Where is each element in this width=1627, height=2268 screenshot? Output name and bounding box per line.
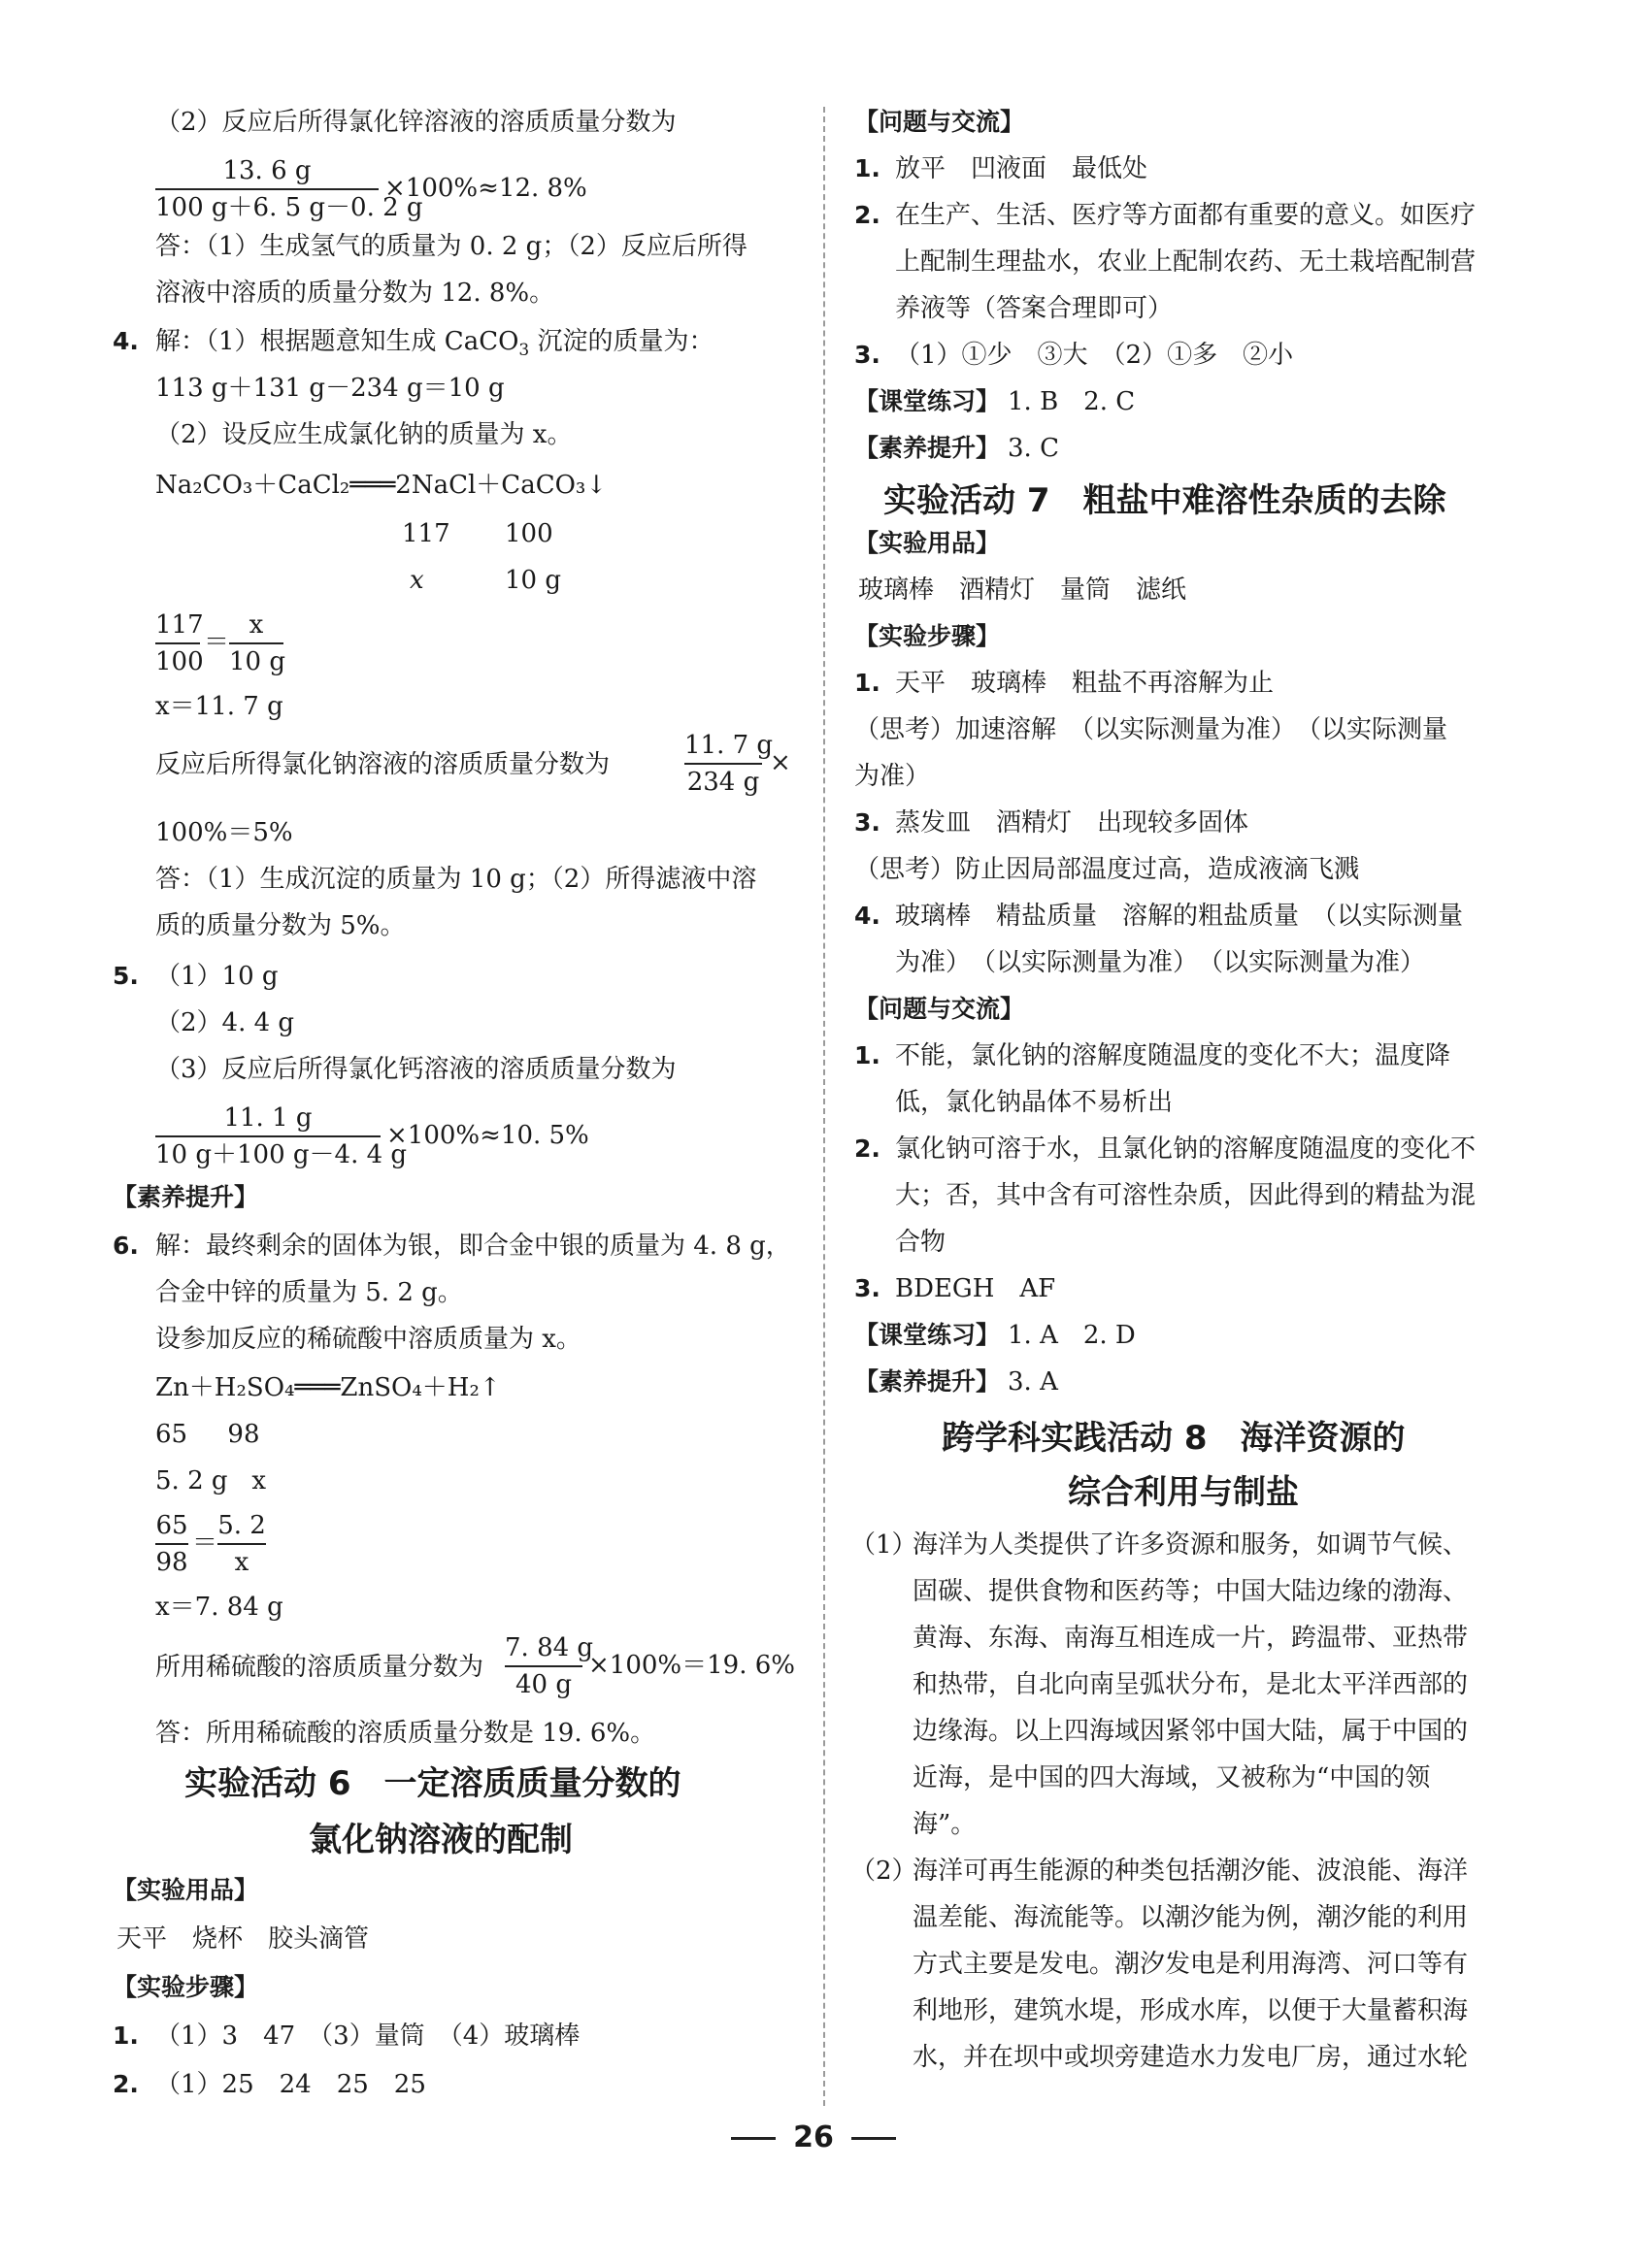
text-line: 答：所用稀硫酸的溶质质量分数是 19. 6%。 — [155, 1719, 656, 1748]
section-heading: 【问题与交流】 — [854, 995, 1025, 1023]
text-line: 解：最终剩余的固体为银，即合金中银的质量为 4. 8 g， — [155, 1232, 791, 1261]
question-number: 2. — [854, 201, 880, 229]
text-line: 1. A 2. D — [1008, 1321, 1136, 1350]
paragraph-number: （1） — [850, 1530, 917, 1560]
fraction-denominator: 40 g — [515, 1670, 572, 1699]
question-number: 1. — [854, 1041, 880, 1069]
fraction-bar — [155, 1543, 188, 1545]
section-heading: 【素养提升】 — [854, 1367, 1001, 1396]
section-heading: 【素养提升】 — [113, 1183, 259, 1211]
text-line: 质的质量分数为 5%。 — [155, 911, 406, 940]
text-line: （1）10 g — [155, 962, 279, 991]
text-line: 方式主要是发电。潮汐发电是利用海湾、河口等有 — [913, 1950, 1469, 1979]
text-line: 上配制生理盐水，农业上配制农药、无土栽培配制营 — [895, 247, 1477, 277]
text-line: 合物 — [895, 1228, 946, 1257]
text-line: 天平 烧杯 胶头滴管 — [116, 1924, 370, 1954]
fraction-numerator: 11. 1 g — [223, 1103, 313, 1133]
subscript: 3 — [518, 341, 530, 361]
question-number: 1. — [854, 154, 880, 182]
molar-mass: 117 — [402, 519, 450, 548]
text-line: （1）3 47 （3）量筒 （4）玻璃棒 — [155, 2021, 581, 2051]
question-number: 4. — [854, 902, 880, 930]
question-number: 1. — [113, 2021, 139, 2050]
question-number: 4. — [113, 327, 139, 355]
fraction-numerator: 117 — [155, 610, 204, 640]
paragraph-number: （2） — [850, 1857, 917, 1886]
activity-title: 实验活动 7 粗盐中难溶性杂质的去除 — [883, 481, 1446, 520]
text-span: 沉淀的质量为： — [529, 327, 714, 356]
text-line: 大；否，其中含有可溶性杂质，因此得到的精盐为混 — [895, 1181, 1477, 1210]
fraction-numerator: 65 — [155, 1511, 188, 1540]
text-line: 3. A — [1008, 1367, 1058, 1397]
section-heading: 【实验步骤】 — [854, 622, 1001, 650]
text-line: 为准） （以实际测量为准） （以实际测量为准） — [895, 948, 1426, 977]
variable: x — [410, 566, 424, 595]
text-line: 设参加反应的稀硫酸中溶质质量为 x。 — [155, 1325, 581, 1354]
section-heading: 【问题与交流】 — [854, 108, 1025, 136]
text-line: 113 g＋131 g－234 g＝10 g — [155, 374, 505, 403]
section-heading: 【课堂练习】 — [854, 387, 1001, 415]
text-line: 天平 玻璃棒 粗盐不再溶解为止 — [895, 669, 1275, 698]
text-line: 氯化钠可溶于水，且氯化钠的溶解度随温度的变化不 — [895, 1134, 1477, 1164]
text-line: 利地形，建筑水堤，形成水库，以便于大量蓄积海 — [913, 1996, 1469, 2025]
text-line: x＝7. 84 g — [155, 1593, 283, 1622]
text-line: 水，并在坝中或坝旁建造水力发电厂房，通过水轮 — [913, 2043, 1469, 2072]
quantity: 10 g — [505, 566, 561, 595]
fraction-denominator: 100 — [155, 647, 204, 676]
fraction-denominator: x — [234, 1548, 249, 1577]
text-line: （2）4. 4 g — [155, 1008, 295, 1037]
text-line: 放平 凹液面 最低处 — [895, 154, 1148, 183]
text-line: 低，氯化钠晶体不易析出 — [895, 1088, 1174, 1117]
text-line: 答：（1）生成氢气的质量为 0. 2 g；（2）反应后所得 — [155, 232, 747, 261]
text-line: （1）①少 ③大 （2）①多 ②小 — [895, 341, 1294, 370]
fraction-denominator: 10 g＋100 g－4. 4 g — [155, 1140, 408, 1169]
fraction-bar — [505, 1665, 582, 1667]
molar-mass: 65 98 — [155, 1420, 260, 1449]
text-line: 蒸发皿 酒精灯 出现较多固体 — [895, 808, 1249, 838]
section-heading: 【实验步骤】 — [113, 1973, 259, 2001]
text-line: （思考）加速溶解 （以实际测量为准） （以实际测量 — [854, 715, 1448, 744]
formula-result: ×100%＝19. 6% — [588, 1651, 795, 1680]
text-line: 海洋为人类提供了许多资源和服务，如调节气候、 — [913, 1530, 1469, 1560]
fraction-numerator: 13. 6 g — [222, 156, 312, 185]
activity-title: 综合利用与制盐 — [1068, 1473, 1299, 1512]
fraction-numerator: 5. 2 — [217, 1511, 266, 1540]
activity-title: 氯化钠溶液的配制 — [309, 1821, 573, 1859]
question-number: 3. — [854, 808, 880, 837]
chemical-equation: Na₂CO₃＋CaCl₂═══2NaCl＋CaCO₃↓ — [155, 471, 608, 500]
question-number: 2. — [113, 2070, 139, 2098]
text-line: 不能，氯化钠的溶解度随温度的变化不大；温度降 — [895, 1041, 1451, 1070]
fraction-denominator: 98 — [155, 1548, 188, 1577]
equals-sign: ＝ — [192, 1528, 218, 1558]
text-line: 反应后所得氯化钠溶液的溶质质量分数为 — [155, 750, 611, 779]
text-line: BDEGH AF — [895, 1274, 1056, 1303]
quantity: 5. 2 g x — [155, 1466, 266, 1496]
text-line — [155, 324, 714, 368]
fraction-bar — [155, 642, 200, 644]
text-line: 合金中锌的质量为 5. 2 g。 — [155, 1278, 463, 1307]
question-number: 2. — [854, 1134, 880, 1163]
formula-result: × — [770, 748, 791, 777]
fraction-numerator: 7. 84 g — [505, 1633, 594, 1662]
chemical-equation: Zn＋H₂SO₄═══ZnSO₄＋H₂↑ — [155, 1373, 501, 1402]
fraction-bar — [155, 1135, 381, 1137]
fraction-denominator: 234 g — [686, 768, 760, 797]
fraction-bar — [229, 642, 283, 644]
activity-title: 跨学科实践活动 8 海洋资源的 — [942, 1419, 1406, 1458]
text-line: 溶液中溶质的质量分数为 12. 8%。 — [155, 279, 555, 308]
section-heading: 【实验用品】 — [113, 1876, 259, 1904]
fraction-denominator: 10 g — [229, 647, 285, 676]
page-number — [0, 2120, 1627, 2154]
text-line: 近海，是中国的四大海域，又被称为“中国的领 — [913, 1763, 1431, 1792]
question-number: 3. — [854, 341, 880, 369]
text-line: （思考）防止因局部温度过高，造成液滴飞溅 — [854, 855, 1360, 884]
text-line: 固碳、提供食物和医药等；中国大陆边缘的渤海、 — [913, 1577, 1469, 1606]
text-line: 3. C — [1008, 434, 1059, 463]
text-line: （2）设反应生成氯化钠的质量为 x。 — [155, 420, 573, 449]
fraction-bar — [155, 188, 379, 190]
text-line: 答：（1）生成沉淀的质量为 10 g；（2）所得滤液中溶 — [155, 865, 757, 894]
text-line: 温差能、海流能等。以潮汐能为例，潮汐能的利用 — [913, 1903, 1469, 1932]
text-line: 在生产、生活、医疗等方面都有重要的意义。如医疗 — [895, 201, 1477, 230]
page-number-value: 26 — [793, 2120, 834, 2154]
fraction-bar — [684, 763, 762, 765]
question-number: 6. — [113, 1232, 139, 1260]
text-line: 为准） — [854, 762, 931, 791]
question-number: 1. — [854, 669, 880, 697]
fraction-bar — [217, 1543, 266, 1545]
text-span: 解：（1）根据题意知生成 CaCO — [155, 327, 519, 356]
section-heading: 【素养提升】 — [854, 434, 1001, 462]
text-line: （2）反应后所得氯化锌溶液的溶质质量分数为 — [155, 108, 677, 137]
equals-sign: ＝ — [204, 628, 230, 657]
text-line: 黄海、东海、南海互相连成一片，跨温带、亚热带 — [913, 1624, 1469, 1653]
activity-title: 实验活动 6 一定溶质质量分数的 — [184, 1764, 681, 1803]
text-line: 1. B 2. C — [1008, 387, 1136, 416]
text-line: （3）反应后所得氯化钙溶液的溶质质量分数为 — [155, 1055, 677, 1084]
text-line: 所用稀硫酸的溶质质量分数为 — [155, 1653, 484, 1682]
text-line: 和热带，自北向南呈弧状分布，是北太平洋西部的 — [913, 1670, 1469, 1699]
text-line: 海”。 — [913, 1810, 977, 1839]
text-line: x＝11. 7 g — [155, 692, 283, 721]
page-number-dash — [851, 2137, 896, 2140]
text-line: 边缘海。以上四海域因紧邻中国大陆，属于中国的 — [913, 1717, 1469, 1746]
formula-result: ×100%≈10. 5% — [386, 1121, 589, 1150]
molar-mass: 100 — [505, 519, 553, 548]
section-heading: 【课堂练习】 — [854, 1321, 1001, 1349]
question-number: 5. — [113, 962, 139, 990]
text-line: 玻璃棒 精盐质量 溶解的粗盐质量 （以实际测量 — [895, 902, 1464, 931]
section-heading: 【实验用品】 — [854, 529, 1001, 557]
question-number: 3. — [854, 1274, 880, 1302]
column-divider — [823, 107, 825, 2106]
fraction-denominator: 100 g＋6. 5 g－0. 2 g — [155, 193, 423, 222]
text-line: 海洋可再生能源的种类包括潮汐能、波浪能、海洋 — [913, 1857, 1469, 1886]
text-line: 养液等（答案合理即可） — [895, 294, 1174, 323]
text-line: （1）25 24 25 25 — [155, 2070, 426, 2099]
fraction-numerator: x — [249, 610, 264, 640]
text-line: 玻璃棒 酒精灯 量筒 滤纸 — [858, 575, 1187, 605]
text-line: 100%＝5% — [155, 818, 293, 847]
formula-result: ×100%≈12. 8% — [384, 174, 587, 203]
page-number-dash — [731, 2137, 776, 2140]
fraction-numerator: 11. 7 g — [684, 731, 774, 760]
